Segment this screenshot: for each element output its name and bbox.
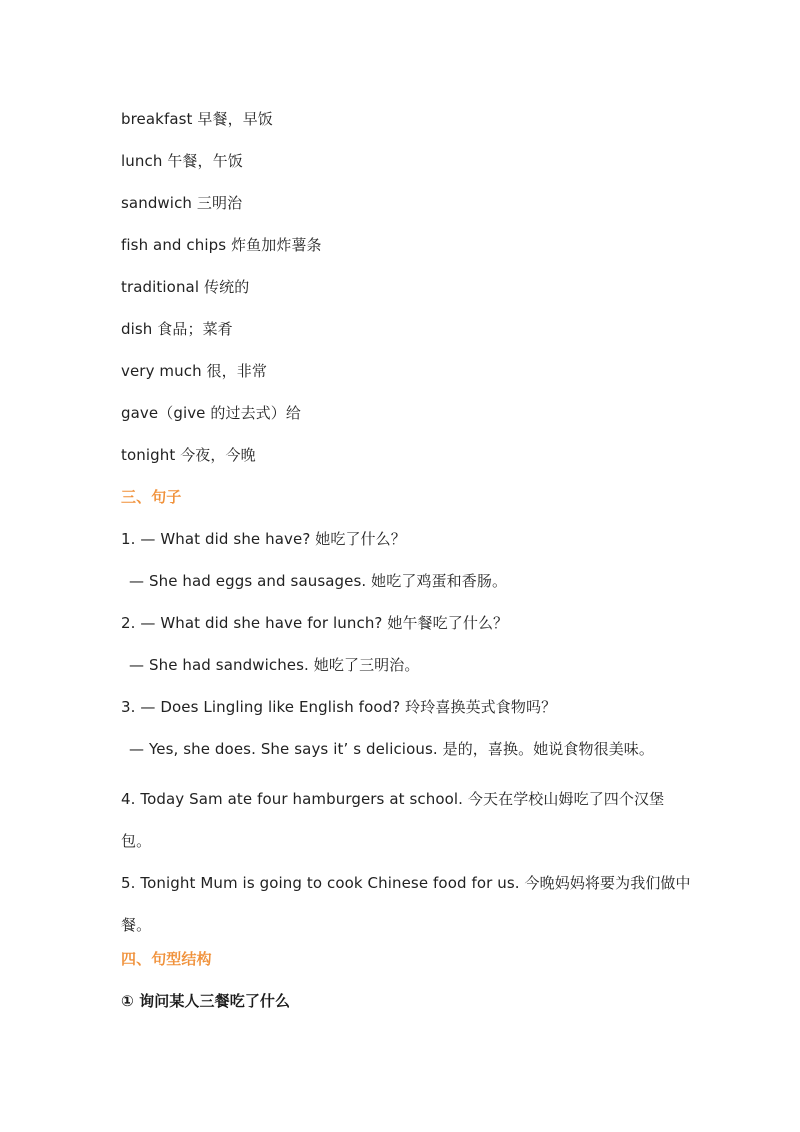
section-heading-sentence-patterns: 四、句型结构 (121, 950, 212, 968)
sentence-1-question: 1. — What did she have? 她吃了什么？ (121, 530, 406, 548)
section-heading-sentences: 三、句子 (121, 488, 182, 506)
sentence-2-answer: — She had sandwiches. 她吃了三明治。 (129, 656, 420, 674)
vocab-breakfast: breakfast 早餐，早饭 (121, 110, 273, 128)
vocab-lunch: lunch 午餐，午饭 (121, 152, 243, 170)
vocab-traditional: traditional 传统的 (121, 278, 250, 296)
vocab-gave: gave（give 的过去式）给 (121, 404, 301, 422)
vocab-fish-and-chips: fish and chips 炸鱼加炸薯条 (121, 236, 322, 254)
subheading-ask-meals: ① 询问某人三餐吃了什么 (121, 992, 291, 1010)
vocab-sandwich: sandwich 三明治 (121, 194, 243, 212)
vocab-tonight: tonight 今夜，今晚 (121, 446, 256, 464)
sentence-4: 4. Today Sam ate four hamburgers at school. 今天在学校山姆吃了四个汉堡包。 (121, 790, 665, 850)
sentence-5: 5. Tonight Mum is going to cook Chinese food for us. 今晚妈妈将要为我们做中餐。 (121, 874, 691, 934)
sentence-3-question: 3. — Does Lingling like English food? 玲玲喜换英式食物吗？ (121, 698, 557, 716)
sentence-2-question: 2. — What did she have for lunch? 她午餐吃了什么？ (121, 614, 509, 632)
vocab-dish: dish 食品；菜肴 (121, 320, 233, 338)
sentence-1-answer: — She had eggs and sausages. 她吃了鸡蛋和香肠。 (129, 572, 508, 590)
document-page (121, 106, 691, 1030)
vocab-very-much: very much 很，非常 (121, 362, 267, 380)
sentence-3-answer: — Yes, she does. She says it’ s delicious. 是的，喜换。她说食物很美味。 (129, 740, 655, 758)
